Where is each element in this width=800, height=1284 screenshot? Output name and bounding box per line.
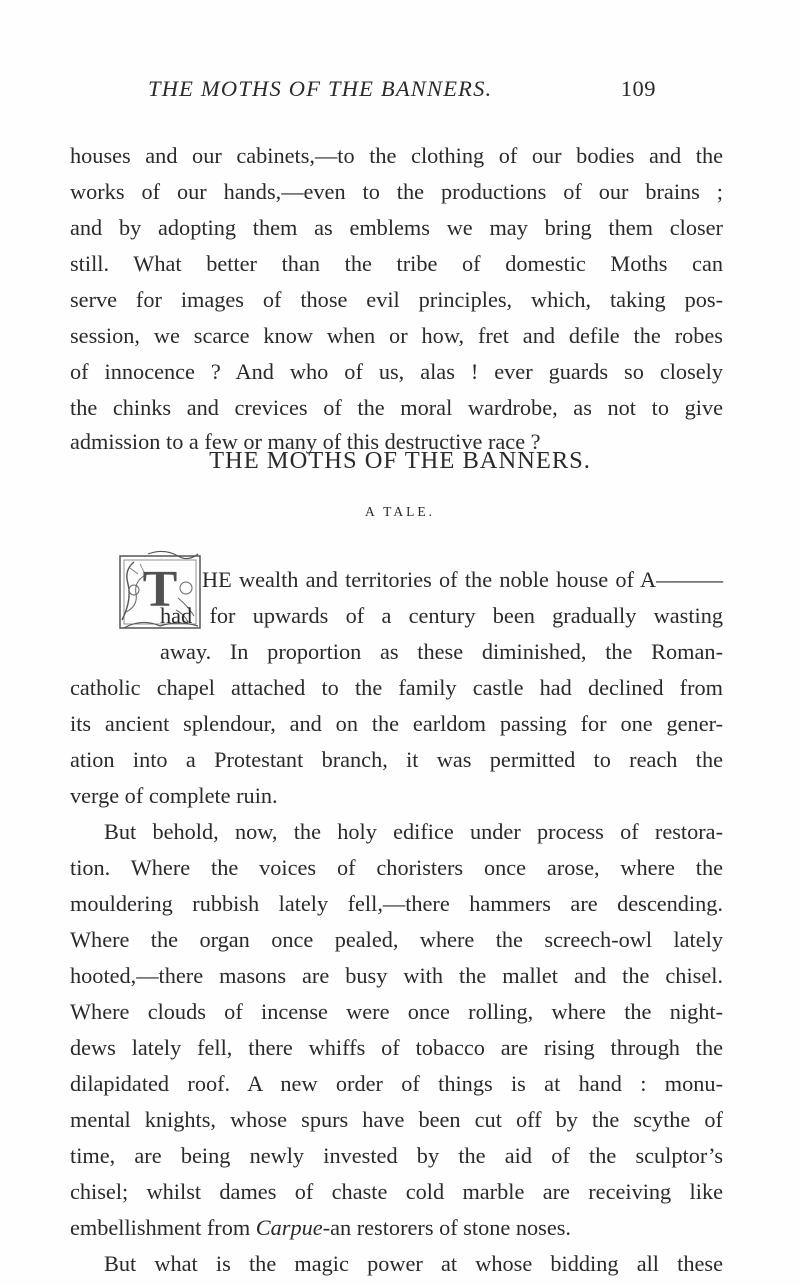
text-line: away. In proportion as these diminished, the Roman- (160, 639, 723, 664)
running-head-title: THE MOTHS OF THE BANNERS. (148, 76, 493, 101)
text-line: tion. Where the voices of choristers once arose, where the (70, 855, 723, 880)
text-line: ation into a Protestant branch, it was permitted to reach the (70, 747, 723, 772)
page-number: 109 (620, 76, 656, 101)
text-line: But behold, now, the holy edifice under process of restora- (104, 819, 723, 844)
text-line: the chinks and crevices of the moral wardrobe, as not to give (70, 395, 723, 420)
text-span: -an restorers of stone noses. (322, 1215, 571, 1240)
text-line: time, are being newly invested by the aid of the sculptor’s (70, 1143, 723, 1168)
italic-name: Carpue (255, 1215, 323, 1240)
text-line: HE wealth and territories of the noble house of A——— (202, 567, 723, 592)
text-line (70, 1210, 723, 1246)
text-line: chisel; whilst dames of chaste cold marble are receiving like (70, 1179, 723, 1204)
text-line: houses and our cabinets,—to the clothing of our bodies and the (70, 143, 723, 168)
text-span: embellishment from (70, 1215, 256, 1240)
story-title: THE MOTHS OF THE BANNERS. (209, 447, 591, 474)
text-line: hooted,—there masons are busy with the mallet and the chisel. (70, 963, 723, 988)
text-line: of innocence ? And who of us, alas ! ever guards so closely (70, 359, 723, 384)
text-line: its ancient splendour, and on the earldom passing for one gener- (70, 711, 723, 736)
drop-cap-letter: T (142, 561, 178, 618)
text-line: But what is the magic power at whose bidding all these (104, 1251, 723, 1276)
text-line: session, we scarce know when or how, fret and defile the robes (70, 323, 723, 348)
text-line: had for upwards of a century been gradually wasting (160, 603, 723, 628)
text-line: and by adopting them as emblems we may bring them closer (70, 215, 723, 240)
text-line: still. What better than the tribe of domestic Moths can (70, 251, 723, 276)
text-line: catholic chapel attached to the family castle had declined from (70, 675, 723, 700)
story-subtitle: A TALE. (365, 504, 435, 519)
text-line: mental knights, whose spurs have been cut off by the scythe of (70, 1107, 723, 1132)
text-line: dews lately fell, there whiffs of tobacco are rising through the (70, 1035, 723, 1060)
text-line-last: admission to a few or many of this destructive race ? (70, 429, 541, 454)
text-line: serve for images of those evil principles, which, taking pos- (70, 287, 723, 312)
text-line: dilapidated roof. A new order of things is at hand : monu- (70, 1071, 723, 1096)
text-line: works of our hands,—even to the productions of our brains ; (70, 179, 723, 204)
text-line: verge of complete ruin. (70, 783, 278, 808)
text-line: Where clouds of incense were once rolling, where the night- (70, 999, 723, 1024)
running-head (148, 72, 656, 106)
text-line: Where the organ once pealed, where the screech-owl lately (70, 927, 723, 952)
text-line: mouldering rubbish lately fell,—there hammers are descending. (70, 891, 723, 916)
